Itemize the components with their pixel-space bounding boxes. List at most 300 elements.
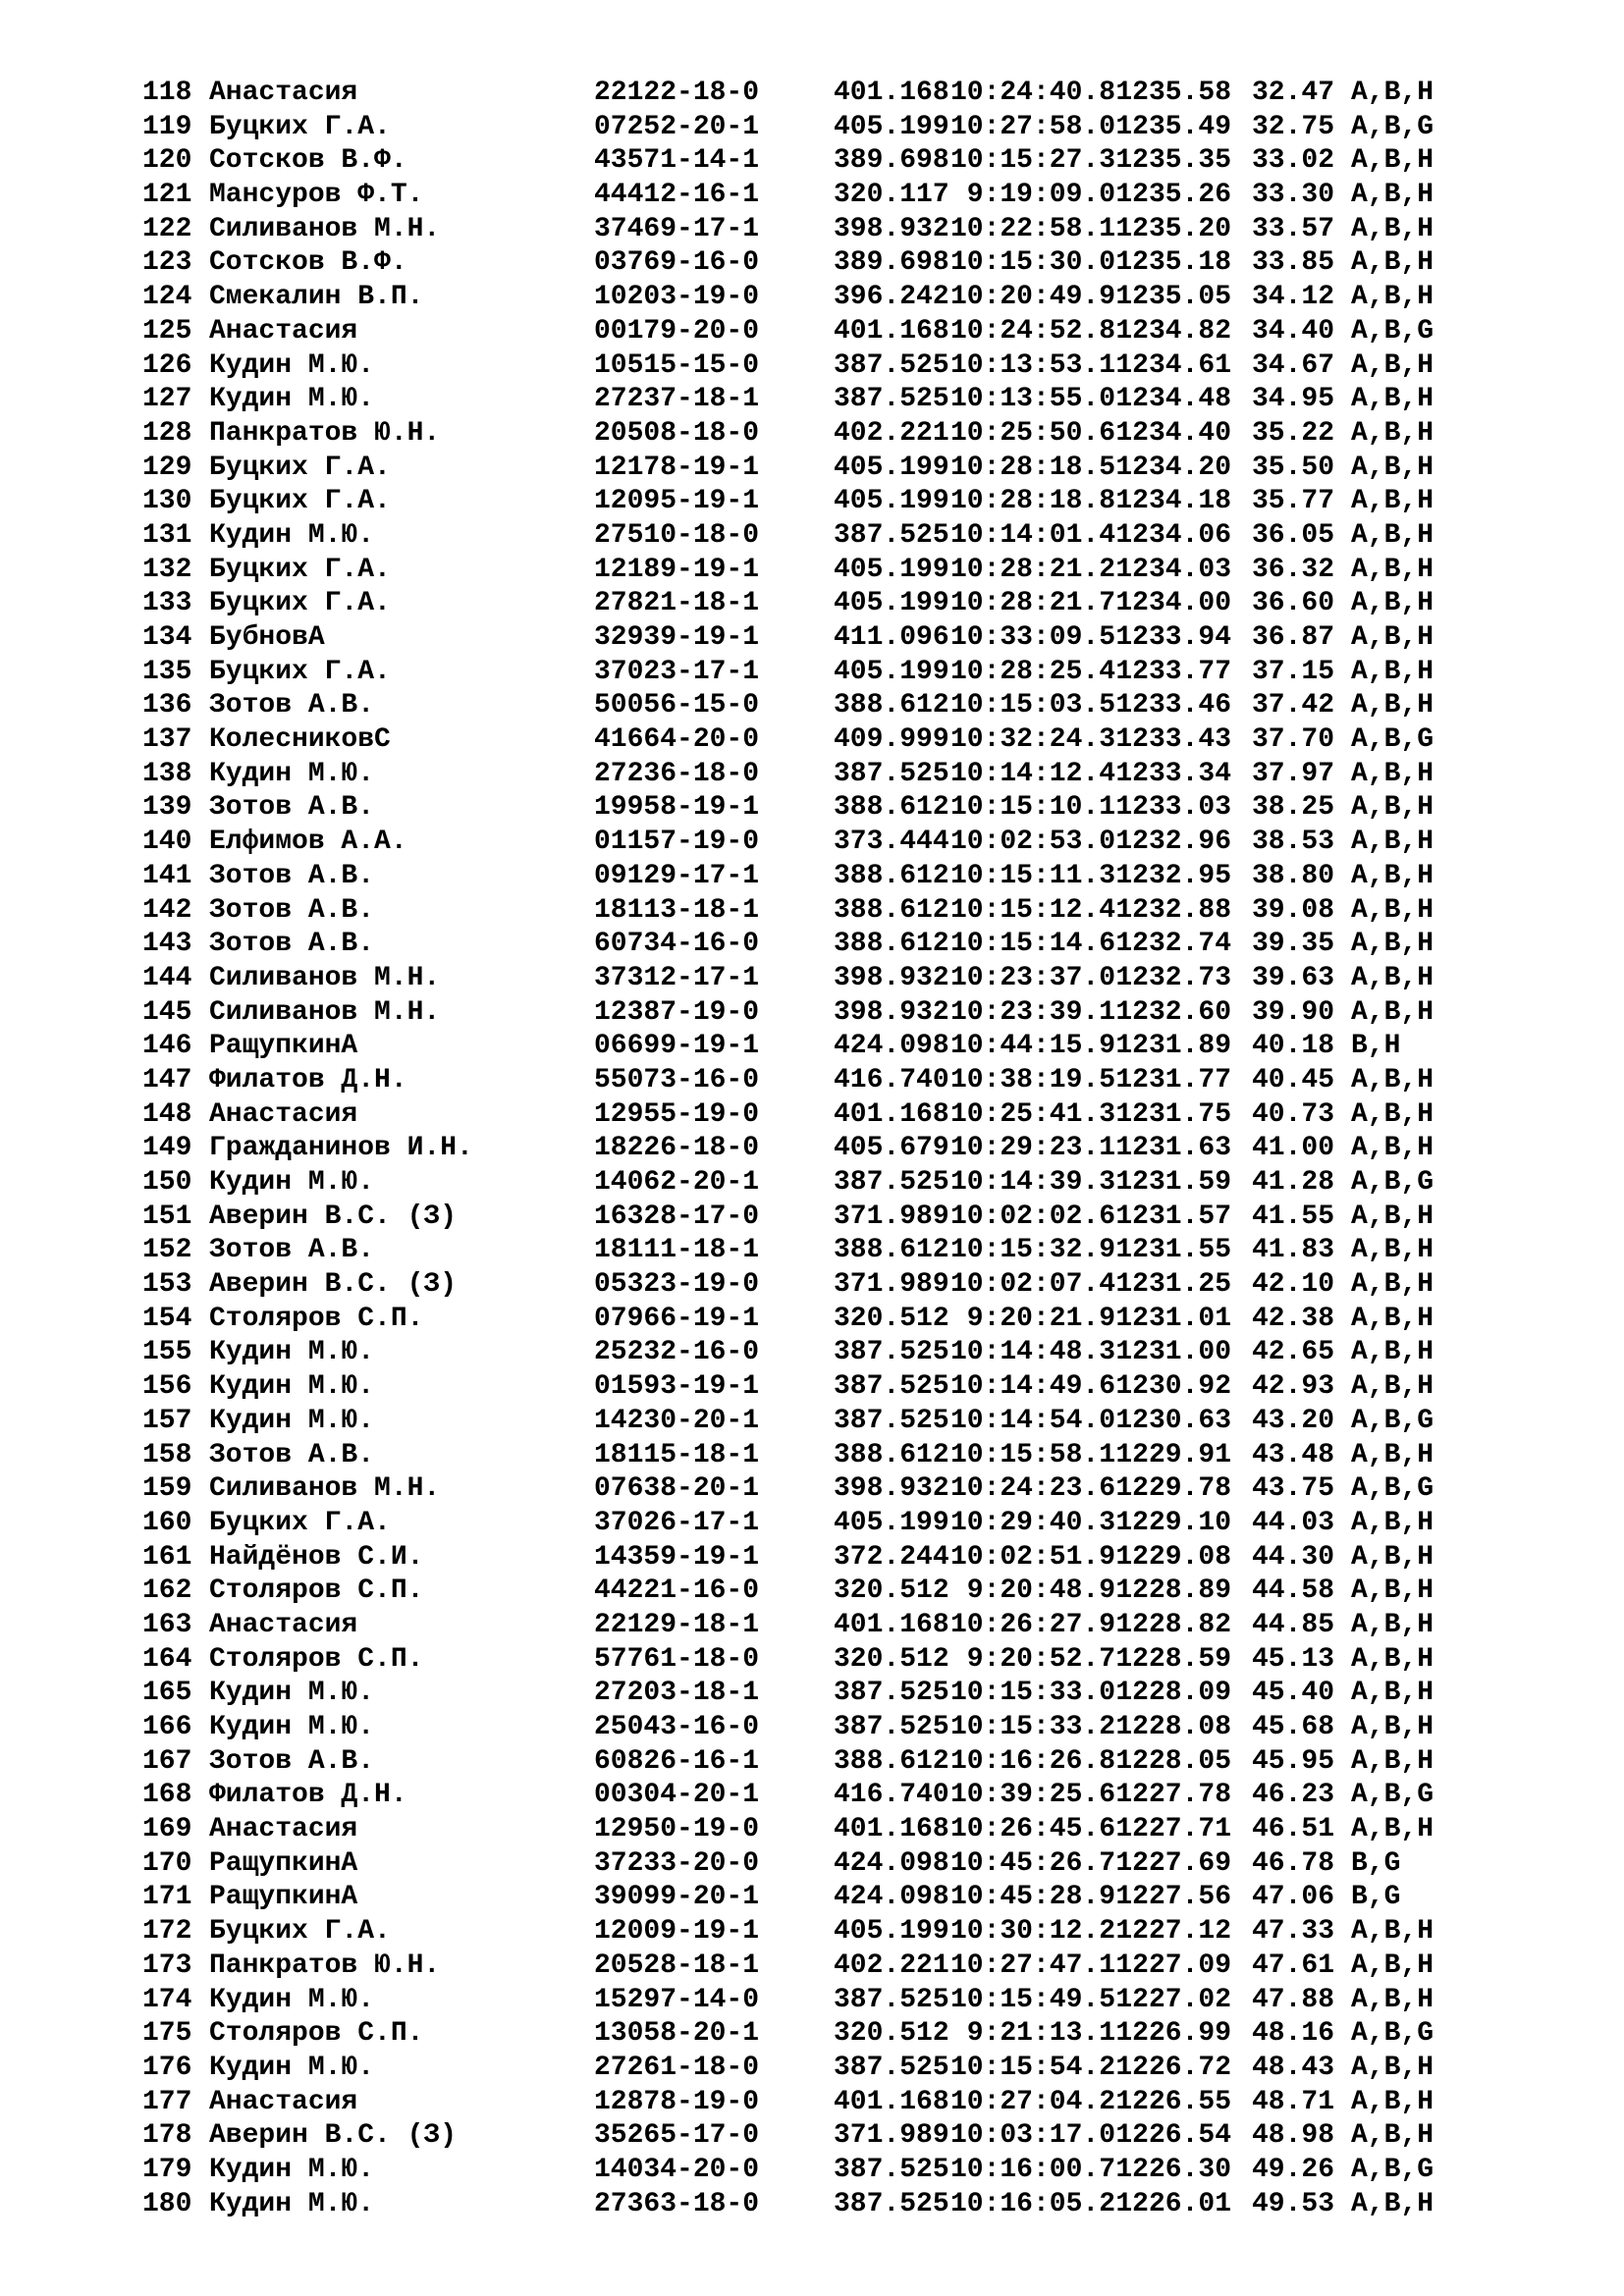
speed: 1233.94 bbox=[1115, 622, 1231, 653]
ring-number: 44221-16-0 bbox=[594, 1575, 760, 1607]
result-row bbox=[142, 1779, 1508, 1813]
coefficient: 37.42 bbox=[1251, 690, 1334, 721]
speed: 1228.08 bbox=[1115, 1712, 1231, 1742]
fancier-name: Кудин М.Ю. bbox=[209, 1405, 375, 1436]
distance: 371.989 bbox=[834, 1269, 949, 1301]
ring-number: 57761-18-0 bbox=[594, 1643, 760, 1675]
arrival-time: 10:14:39.3 bbox=[949, 1167, 1115, 1198]
place-number: 139 bbox=[142, 792, 192, 824]
distance: 402.221 bbox=[834, 1949, 949, 1981]
result-row bbox=[142, 826, 1508, 860]
coefficient: 37.15 bbox=[1251, 656, 1334, 687]
arrival-time: 10:22:58.1 bbox=[949, 213, 1115, 244]
result-row bbox=[142, 689, 1508, 723]
ring-number: 41664-20-0 bbox=[594, 724, 760, 756]
distance: 320.512 bbox=[834, 1303, 949, 1334]
flags: A,B,H bbox=[1351, 282, 1435, 313]
place-number: 175 bbox=[142, 2018, 192, 2050]
ring-number: 12009-19-1 bbox=[594, 1916, 760, 1948]
ring-number: 37026-17-1 bbox=[594, 1507, 760, 1538]
distance: 396.242 bbox=[834, 282, 949, 313]
arrival-time: 10:29:40.3 bbox=[949, 1507, 1115, 1538]
distance: 416.740 bbox=[834, 1064, 949, 1095]
ring-number: 14034-20-0 bbox=[594, 2154, 760, 2185]
distance: 405.199 bbox=[834, 486, 949, 517]
distance: 388.612 bbox=[834, 690, 949, 721]
speed: 1226.55 bbox=[1115, 2086, 1231, 2117]
arrival-time: 10:15:49.5 bbox=[949, 1984, 1115, 2015]
flags: A,B,H bbox=[1351, 1609, 1435, 1640]
coefficient: 47.61 bbox=[1251, 1949, 1334, 1981]
ring-number: 12950-19-0 bbox=[594, 1814, 760, 1845]
fancier-name: Буцких Г.А. bbox=[209, 1507, 391, 1538]
place-number: 163 bbox=[142, 1609, 192, 1640]
result-row bbox=[142, 1472, 1508, 1507]
arrival-time: 10:15:10.1 bbox=[949, 792, 1115, 824]
distance: 424.098 bbox=[834, 1882, 949, 1913]
coefficient: 33.85 bbox=[1251, 247, 1334, 279]
speed: 1235.35 bbox=[1115, 145, 1231, 177]
place-number: 168 bbox=[142, 1780, 192, 1811]
fancier-name: Столяров С.П. bbox=[209, 2018, 424, 2050]
coefficient: 40.18 bbox=[1251, 1031, 1334, 1062]
distance: 411.096 bbox=[834, 622, 949, 653]
ring-number: 35265-17-0 bbox=[594, 2120, 760, 2152]
place-number: 173 bbox=[142, 1949, 192, 1981]
place-number: 157 bbox=[142, 1405, 192, 1436]
fancier-name: Аверин В.С. (З) bbox=[209, 1201, 458, 1232]
result-row bbox=[142, 758, 1508, 792]
place-number: 165 bbox=[142, 1678, 192, 1709]
speed: 1233.03 bbox=[1115, 792, 1231, 824]
ring-number: 27236-18-0 bbox=[594, 758, 760, 789]
coefficient: 40.73 bbox=[1251, 1098, 1334, 1130]
fancier-name: Филатов Д.Н. bbox=[209, 1780, 407, 1811]
distance: 389.698 bbox=[834, 145, 949, 177]
speed: 1234.40 bbox=[1115, 417, 1231, 449]
fancier-name: Силиванов М.Н. bbox=[209, 213, 441, 244]
distance: 409.999 bbox=[834, 724, 949, 756]
speed: 1231.63 bbox=[1115, 1133, 1231, 1164]
place-number: 147 bbox=[142, 1064, 192, 1095]
coefficient: 47.88 bbox=[1251, 1984, 1334, 2015]
flags: B,H bbox=[1351, 1031, 1401, 1062]
place-number: 179 bbox=[142, 2154, 192, 2185]
result-row bbox=[142, 1405, 1508, 1439]
arrival-time: 10:03:17.0 bbox=[949, 2120, 1115, 2152]
result-row bbox=[142, 1370, 1508, 1405]
fancier-name: Сотсков В.Ф. bbox=[209, 145, 407, 177]
place-number: 178 bbox=[142, 2120, 192, 2152]
ring-number: 25043-16-0 bbox=[594, 1712, 760, 1742]
arrival-time: 10:45:28.9 bbox=[949, 1882, 1115, 1913]
ring-number: 43571-14-1 bbox=[594, 145, 760, 177]
arrival-time: 10:15:58.1 bbox=[949, 1439, 1115, 1470]
speed: 1227.12 bbox=[1115, 1916, 1231, 1948]
speed: 1228.82 bbox=[1115, 1609, 1231, 1640]
coefficient: 35.77 bbox=[1251, 486, 1334, 517]
distance: 371.989 bbox=[834, 1201, 949, 1232]
arrival-time: 10:15:14.6 bbox=[949, 929, 1115, 960]
fancier-name: Зотов А.В. bbox=[209, 1235, 375, 1266]
place-number: 160 bbox=[142, 1507, 192, 1538]
flags: A,B,H bbox=[1351, 929, 1435, 960]
arrival-time: 10:02:51.9 bbox=[949, 1541, 1115, 1573]
ring-number: 07252-20-1 bbox=[594, 111, 760, 142]
speed: 1226.72 bbox=[1115, 2052, 1231, 2083]
flags: A,B,H bbox=[1351, 1916, 1435, 1948]
distance: 387.525 bbox=[834, 1167, 949, 1198]
fancier-name: Буцких Г.А. bbox=[209, 1916, 391, 1948]
result-row bbox=[142, 179, 1508, 213]
place-number: 144 bbox=[142, 962, 192, 993]
ring-number: 14230-20-1 bbox=[594, 1405, 760, 1436]
flags: A,B,H bbox=[1351, 2120, 1435, 2152]
coefficient: 46.23 bbox=[1251, 1780, 1334, 1811]
flags: A,B,G bbox=[1351, 1167, 1435, 1198]
place-number: 133 bbox=[142, 588, 192, 619]
arrival-time: 10:39:25.6 bbox=[949, 1780, 1115, 1811]
fancier-name: Буцких Г.А. bbox=[209, 554, 391, 585]
arrival-time: 10:15:33.2 bbox=[949, 1712, 1115, 1742]
flags: A,B,H bbox=[1351, 1269, 1435, 1301]
place-number: 123 bbox=[142, 247, 192, 279]
flags: A,B,H bbox=[1351, 1507, 1435, 1538]
distance: 405.199 bbox=[834, 656, 949, 687]
fancier-name: Анастасия bbox=[209, 1098, 358, 1130]
flags: A,B,G bbox=[1351, 724, 1435, 756]
distance: 401.168 bbox=[834, 1814, 949, 1845]
coefficient: 48.16 bbox=[1251, 2018, 1334, 2050]
place-number: 128 bbox=[142, 417, 192, 449]
ring-number: 50056-15-0 bbox=[594, 690, 760, 721]
speed: 1235.20 bbox=[1115, 213, 1231, 244]
distance: 320.117 bbox=[834, 180, 949, 211]
flags: A,B,H bbox=[1351, 2052, 1435, 2083]
ring-number: 13058-20-1 bbox=[594, 2018, 760, 2050]
distance: 424.098 bbox=[834, 1031, 949, 1062]
distance: 387.525 bbox=[834, 2188, 949, 2219]
arrival-time: 10:16:05.2 bbox=[949, 2188, 1115, 2219]
flags: A,B,H bbox=[1351, 1541, 1435, 1573]
result-row bbox=[142, 554, 1508, 588]
arrival-time: 10:32:24.3 bbox=[949, 724, 1115, 756]
fancier-name: Анастасия bbox=[209, 315, 358, 347]
fancier-name: БубновА bbox=[209, 622, 325, 653]
arrival-time: 10:13:55.0 bbox=[949, 384, 1115, 415]
flags: A,B,H bbox=[1351, 827, 1435, 858]
speed: 1226.01 bbox=[1115, 2188, 1231, 2219]
distance: 388.612 bbox=[834, 860, 949, 891]
coefficient: 41.83 bbox=[1251, 1235, 1334, 1266]
distance: 320.512 bbox=[834, 1575, 949, 1607]
fancier-name: Кудин М.Ю. bbox=[209, 1984, 375, 2015]
arrival-time: 10:33:09.5 bbox=[949, 622, 1115, 653]
speed: 1229.10 bbox=[1115, 1507, 1231, 1538]
place-number: 164 bbox=[142, 1643, 192, 1675]
coefficient: 36.87 bbox=[1251, 622, 1334, 653]
fancier-name: Зотов А.В. bbox=[209, 1439, 375, 1470]
distance: 389.698 bbox=[834, 247, 949, 279]
coefficient: 45.40 bbox=[1251, 1678, 1334, 1709]
place-number: 154 bbox=[142, 1303, 192, 1334]
ring-number: 18226-18-0 bbox=[594, 1133, 760, 1164]
speed: 1230.92 bbox=[1115, 1371, 1231, 1403]
arrival-time: 10:02:07.4 bbox=[949, 1269, 1115, 1301]
speed: 1233.46 bbox=[1115, 690, 1231, 721]
coefficient: 42.38 bbox=[1251, 1303, 1334, 1334]
arrival-time: 9:20:48.9 bbox=[966, 1575, 1115, 1607]
flags: A,B,G bbox=[1351, 111, 1435, 142]
speed: 1235.05 bbox=[1115, 282, 1231, 313]
arrival-time: 10:44:15.9 bbox=[949, 1031, 1115, 1062]
place-number: 130 bbox=[142, 486, 192, 517]
flags: A,B,H bbox=[1351, 384, 1435, 415]
result-row bbox=[142, 1439, 1508, 1473]
place-number: 150 bbox=[142, 1167, 192, 1198]
fancier-name: КолесниковС bbox=[209, 724, 391, 756]
flags: B,G bbox=[1351, 1847, 1401, 1879]
result-row bbox=[142, 996, 1508, 1031]
arrival-time: 10:15:32.9 bbox=[949, 1235, 1115, 1266]
distance: 387.525 bbox=[834, 519, 949, 551]
ring-number: 12955-19-0 bbox=[594, 1098, 760, 1130]
distance: 387.525 bbox=[834, 384, 949, 415]
ring-number: 12878-19-0 bbox=[594, 2086, 760, 2117]
coefficient: 43.20 bbox=[1251, 1405, 1334, 1436]
place-number: 167 bbox=[142, 1745, 192, 1777]
fancier-name: Анастасия bbox=[209, 1814, 358, 1845]
coefficient: 39.35 bbox=[1251, 929, 1334, 960]
distance: 387.525 bbox=[834, 349, 949, 381]
flags: A,B,H bbox=[1351, 417, 1435, 449]
coefficient: 44.03 bbox=[1251, 1507, 1334, 1538]
place-number: 122 bbox=[142, 213, 192, 244]
result-row bbox=[142, 417, 1508, 452]
arrival-time: 9:20:52.7 bbox=[966, 1643, 1115, 1675]
result-row bbox=[142, 928, 1508, 962]
place-number: 129 bbox=[142, 452, 192, 483]
arrival-time: 9:20:21.9 bbox=[966, 1303, 1115, 1334]
arrival-time: 10:28:18.8 bbox=[949, 486, 1115, 517]
coefficient: 37.70 bbox=[1251, 724, 1334, 756]
arrival-time: 9:19:09.0 bbox=[966, 180, 1115, 211]
place-number: 174 bbox=[142, 1984, 192, 2015]
result-row bbox=[142, 656, 1508, 690]
ring-number: 01593-19-1 bbox=[594, 1371, 760, 1403]
flags: A,B,H bbox=[1351, 1064, 1435, 1095]
place-number: 143 bbox=[142, 929, 192, 960]
arrival-time: 10:15:11.3 bbox=[949, 860, 1115, 891]
flags: A,B,H bbox=[1351, 860, 1435, 891]
speed: 1227.71 bbox=[1115, 1814, 1231, 1845]
ring-number: 18111-18-1 bbox=[594, 1235, 760, 1266]
ring-number: 37469-17-1 bbox=[594, 213, 760, 244]
place-number: 152 bbox=[142, 1235, 192, 1266]
place-number: 131 bbox=[142, 519, 192, 551]
result-row bbox=[142, 2188, 1508, 2222]
speed: 1228.89 bbox=[1115, 1575, 1231, 1607]
result-row bbox=[142, 1268, 1508, 1303]
coefficient: 33.30 bbox=[1251, 180, 1334, 211]
ring-number: 06699-19-1 bbox=[594, 1031, 760, 1062]
ring-number: 27261-18-0 bbox=[594, 2052, 760, 2083]
distance: 387.525 bbox=[834, 1712, 949, 1742]
arrival-time: 10:15:12.4 bbox=[949, 894, 1115, 926]
place-number: 148 bbox=[142, 1098, 192, 1130]
fancier-name: Панкратов Ю.Н. bbox=[209, 417, 441, 449]
distance: 371.989 bbox=[834, 2120, 949, 2152]
speed: 1229.91 bbox=[1115, 1439, 1231, 1470]
speed: 1233.34 bbox=[1115, 758, 1231, 789]
result-row bbox=[142, 1745, 1508, 1780]
speed: 1234.82 bbox=[1115, 315, 1231, 347]
arrival-time: 10:26:27.9 bbox=[949, 1609, 1115, 1640]
place-number: 141 bbox=[142, 860, 192, 891]
coefficient: 34.95 bbox=[1251, 384, 1334, 415]
speed: 1234.00 bbox=[1115, 588, 1231, 619]
flags: A,B,H bbox=[1351, 588, 1435, 619]
result-row bbox=[142, 1949, 1508, 1984]
fancier-name: Столяров С.П. bbox=[209, 1643, 424, 1675]
distance: 401.168 bbox=[834, 1609, 949, 1640]
place-number: 172 bbox=[142, 1916, 192, 1948]
speed: 1226.99 bbox=[1115, 2018, 1231, 2050]
flags: A,B,H bbox=[1351, 792, 1435, 824]
arrival-time: 10:15:33.0 bbox=[949, 1678, 1115, 1709]
coefficient: 45.13 bbox=[1251, 1643, 1334, 1675]
coefficient: 34.67 bbox=[1251, 349, 1334, 381]
fancier-name: РащупкинА bbox=[209, 1031, 358, 1062]
fancier-name: Силиванов М.Н. bbox=[209, 996, 441, 1028]
result-row bbox=[142, 723, 1508, 758]
speed: 1229.08 bbox=[1115, 1541, 1231, 1573]
result-row bbox=[142, 1132, 1508, 1166]
flags: A,B,H bbox=[1351, 1439, 1435, 1470]
speed: 1228.05 bbox=[1115, 1745, 1231, 1777]
ring-number: 20508-18-0 bbox=[594, 417, 760, 449]
arrival-time: 10:14:12.4 bbox=[949, 758, 1115, 789]
coefficient: 38.53 bbox=[1251, 827, 1334, 858]
speed: 1232.73 bbox=[1115, 962, 1231, 993]
arrival-time: 10:28:18.5 bbox=[949, 452, 1115, 483]
place-number: 120 bbox=[142, 145, 192, 177]
distance: 388.612 bbox=[834, 792, 949, 824]
result-row bbox=[142, 1711, 1508, 1745]
coefficient: 40.45 bbox=[1251, 1064, 1334, 1095]
ring-number: 55073-16-0 bbox=[594, 1064, 760, 1095]
coefficient: 44.30 bbox=[1251, 1541, 1334, 1573]
speed: 1227.02 bbox=[1115, 1984, 1231, 2015]
coefficient: 43.75 bbox=[1251, 1473, 1334, 1505]
arrival-time: 10:16:00.7 bbox=[949, 2154, 1115, 2185]
place-number: 138 bbox=[142, 758, 192, 789]
fancier-name: Найдёнов С.И. bbox=[209, 1541, 424, 1573]
result-row bbox=[142, 111, 1508, 145]
speed: 1232.95 bbox=[1115, 860, 1231, 891]
place-number: 149 bbox=[142, 1133, 192, 1164]
distance: 387.525 bbox=[834, 1984, 949, 2015]
fancier-name: Анастасия bbox=[209, 1609, 358, 1640]
result-row bbox=[142, 1234, 1508, 1268]
ring-number: 27237-18-1 bbox=[594, 384, 760, 415]
speed: 1227.69 bbox=[1115, 1847, 1231, 1879]
coefficient: 48.98 bbox=[1251, 2120, 1334, 2152]
flags: A,B,H bbox=[1351, 1098, 1435, 1130]
ring-number: 60734-16-0 bbox=[594, 929, 760, 960]
coefficient: 42.65 bbox=[1251, 1337, 1334, 1368]
result-row bbox=[142, 2017, 1508, 2052]
distance: 405.199 bbox=[834, 1507, 949, 1538]
flags: A,B,H bbox=[1351, 1745, 1435, 1777]
place-number: 180 bbox=[142, 2188, 192, 2219]
result-row bbox=[142, 1507, 1508, 1541]
result-row bbox=[142, 894, 1508, 929]
result-row bbox=[142, 213, 1508, 247]
coefficient: 33.57 bbox=[1251, 213, 1334, 244]
flags: A,B,G bbox=[1351, 1405, 1435, 1436]
result-row bbox=[142, 485, 1508, 519]
result-row bbox=[142, 791, 1508, 826]
distance: 398.932 bbox=[834, 213, 949, 244]
arrival-time: 10:15:30.0 bbox=[949, 247, 1115, 279]
distance: 398.932 bbox=[834, 1473, 949, 1505]
result-row bbox=[142, 1166, 1508, 1201]
fancier-name: Кудин М.Ю. bbox=[209, 384, 375, 415]
result-row bbox=[142, 1643, 1508, 1678]
ring-number: 10203-19-0 bbox=[594, 282, 760, 313]
ring-number: 03769-16-0 bbox=[594, 247, 760, 279]
coefficient: 41.28 bbox=[1251, 1167, 1334, 1198]
flags: A,B,H bbox=[1351, 519, 1435, 551]
distance: 388.612 bbox=[834, 929, 949, 960]
flags: A,B,H bbox=[1351, 1814, 1435, 1845]
result-row bbox=[142, 281, 1508, 315]
result-row bbox=[142, 962, 1508, 996]
fancier-name: Кудин М.Ю. bbox=[209, 2188, 375, 2219]
speed: 1230.63 bbox=[1115, 1405, 1231, 1436]
coefficient: 33.02 bbox=[1251, 145, 1334, 177]
distance: 405.199 bbox=[834, 1916, 949, 1948]
speed: 1235.26 bbox=[1115, 180, 1231, 211]
distance: 405.199 bbox=[834, 588, 949, 619]
place-number: 137 bbox=[142, 724, 192, 756]
distance: 416.740 bbox=[834, 1780, 949, 1811]
fancier-name: Смекалин В.П. bbox=[209, 282, 424, 313]
coefficient: 38.80 bbox=[1251, 860, 1334, 891]
distance: 405.199 bbox=[834, 452, 949, 483]
arrival-time: 10:23:37.0 bbox=[949, 962, 1115, 993]
speed: 1231.59 bbox=[1115, 1167, 1231, 1198]
fancier-name: Кудин М.Ю. bbox=[209, 519, 375, 551]
speed: 1231.57 bbox=[1115, 1201, 1231, 1232]
coefficient: 41.55 bbox=[1251, 1201, 1334, 1232]
distance: 388.612 bbox=[834, 1235, 949, 1266]
ring-number: 14359-19-1 bbox=[594, 1541, 760, 1573]
distance: 398.932 bbox=[834, 962, 949, 993]
place-number: 146 bbox=[142, 1031, 192, 1062]
place-number: 153 bbox=[142, 1269, 192, 1301]
place-number: 177 bbox=[142, 2086, 192, 2117]
flags: B,G bbox=[1351, 1882, 1401, 1913]
speed: 1232.96 bbox=[1115, 827, 1231, 858]
speed: 1235.49 bbox=[1115, 111, 1231, 142]
speed: 1228.59 bbox=[1115, 1643, 1231, 1675]
coefficient: 44.85 bbox=[1251, 1609, 1334, 1640]
result-row bbox=[142, 1030, 1508, 1064]
result-row bbox=[142, 1575, 1508, 1609]
coefficient: 45.95 bbox=[1251, 1745, 1334, 1777]
